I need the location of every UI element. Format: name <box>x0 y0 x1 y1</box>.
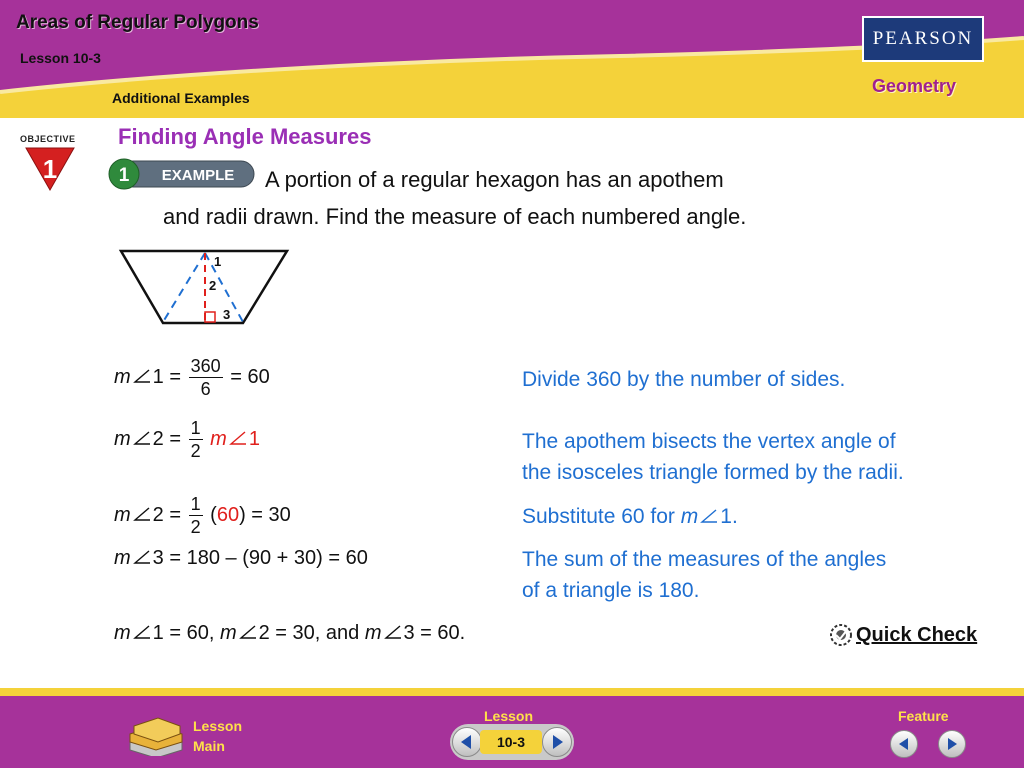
objective-label: OBJECTIVE <box>20 134 76 144</box>
measure-symbol: m <box>114 427 131 450</box>
conclusion <box>114 622 465 645</box>
step-3-reason-pre: Substitute 60 for <box>522 505 681 528</box>
quick-check-icon[interactable] <box>828 622 854 648</box>
fraction-denominator: 2 <box>190 517 201 537</box>
step-4-expression: 3 = 180 – (90 + 30) = 60 <box>152 547 368 569</box>
subtitle: Additional Examples <box>112 90 250 106</box>
step-2-lhs: 2 = <box>152 427 182 450</box>
paren-open: ( <box>210 503 217 526</box>
lesson-next-button[interactable] <box>542 727 572 757</box>
lesson-main-line2: Main <box>193 738 225 754</box>
measure-symbol: m <box>114 547 131 569</box>
step-3-lhs: 2 = <box>152 503 182 526</box>
measure-symbol: m <box>219 622 237 644</box>
step-1-rhs: = 60 <box>230 365 270 388</box>
feature-prev-button[interactable] <box>890 730 918 758</box>
example-number: 1 <box>118 165 130 186</box>
lesson-prev-button[interactable] <box>452 727 482 757</box>
arrow-left-icon <box>453 728 481 756</box>
example-badge <box>108 158 256 190</box>
lesson-title: Areas of Regular Polygons <box>16 12 259 33</box>
step-4-reason-line2: of a triangle is 180. <box>522 579 700 602</box>
substituted-value: 60 <box>216 503 240 526</box>
example-label: EXAMPLE <box>161 167 235 184</box>
step-4-reason-line1: The sum of the measures of the angles <box>522 548 887 571</box>
measure-symbol: m <box>114 365 131 388</box>
measure-symbol: m <box>114 622 131 644</box>
step-1-lhs: 1 = <box>152 365 182 388</box>
measure-symbol: m <box>680 505 699 528</box>
angle-icon <box>239 624 257 640</box>
section-title: Finding Angle Measures <box>118 124 372 149</box>
angle-icon <box>229 430 247 446</box>
fraction-numerator: 1 <box>190 418 201 438</box>
step-2-reason-line2: the isosceles triangle formed by the radii. <box>522 461 904 484</box>
step-4-reason <box>522 544 886 606</box>
arrow-left-icon <box>891 731 917 757</box>
objective-triangle-icon <box>24 146 76 192</box>
angle-icon <box>133 430 151 446</box>
measure-symbol: m <box>114 503 131 526</box>
step-2-rhs: 1 <box>248 427 260 450</box>
pearson-logo: PEARSON <box>862 16 984 62</box>
measure-symbol: m <box>364 622 382 644</box>
step-2-reason-line1: The apothem bisects the vertex angle of <box>522 430 896 453</box>
angle-icon <box>700 508 718 524</box>
conclusion-part-2: 2 = 30, and <box>258 622 365 644</box>
step-2-equation <box>114 417 260 462</box>
problem-text-line2: and radii drawn. Find the measure of each numbered angle. <box>163 204 747 229</box>
step-4-equation <box>114 547 368 570</box>
hexagon-portion-figure <box>115 245 295 331</box>
feature-next-button[interactable] <box>938 730 966 758</box>
angle-icon <box>384 624 402 640</box>
step-1-equation <box>114 355 270 400</box>
angle-icon <box>133 368 151 384</box>
feature-nav-label: Feature <box>898 708 949 724</box>
angle-label-2: 2 <box>209 278 217 293</box>
objective-number: 1 <box>42 154 58 184</box>
step-3-reason <box>522 501 738 532</box>
step-2-reason <box>522 426 904 488</box>
lesson-nav-label: Lesson <box>484 708 534 724</box>
fraction <box>189 493 203 538</box>
quick-check-link[interactable]: Quick Check <box>856 624 978 646</box>
step-3-reason-post: 1. <box>720 505 738 528</box>
conclusion-part-1: 1 = 60, <box>152 622 220 644</box>
arrow-right-icon <box>939 731 965 757</box>
angle-label-3: 3 <box>223 307 231 322</box>
fraction-denominator: 6 <box>200 379 211 399</box>
books-icon[interactable] <box>126 714 186 756</box>
lesson-main-line1: Lesson <box>193 718 243 734</box>
angle-icon <box>133 549 151 565</box>
course-name: Geometry <box>872 76 957 96</box>
fraction-numerator: 1 <box>190 494 201 514</box>
angle-icon <box>133 506 151 522</box>
fraction-numerator: 360 <box>190 356 221 376</box>
measure-symbol: m <box>210 427 227 450</box>
fraction <box>189 355 223 400</box>
fraction <box>189 417 203 462</box>
conclusion-part-3: 3 = 60. <box>403 622 466 644</box>
footer-top-stripe <box>0 688 1024 696</box>
step-3-rhs: ) = 30 <box>239 503 291 526</box>
lesson-main-link[interactable] <box>193 716 242 756</box>
angle-label-1: 1 <box>214 254 222 269</box>
angle-icon <box>133 624 151 640</box>
lesson-nav-number: 10-3 <box>480 730 542 754</box>
problem-text-line1: A portion of a regular hexagon has an apothem <box>265 167 724 192</box>
fraction-denominator: 2 <box>190 441 201 461</box>
arrow-right-icon <box>543 728 571 756</box>
step-3-equation <box>114 493 291 538</box>
lesson-number: Lesson 10-3 <box>20 50 101 66</box>
step-1-reason: Divide 360 by the number of sides. <box>522 368 846 391</box>
